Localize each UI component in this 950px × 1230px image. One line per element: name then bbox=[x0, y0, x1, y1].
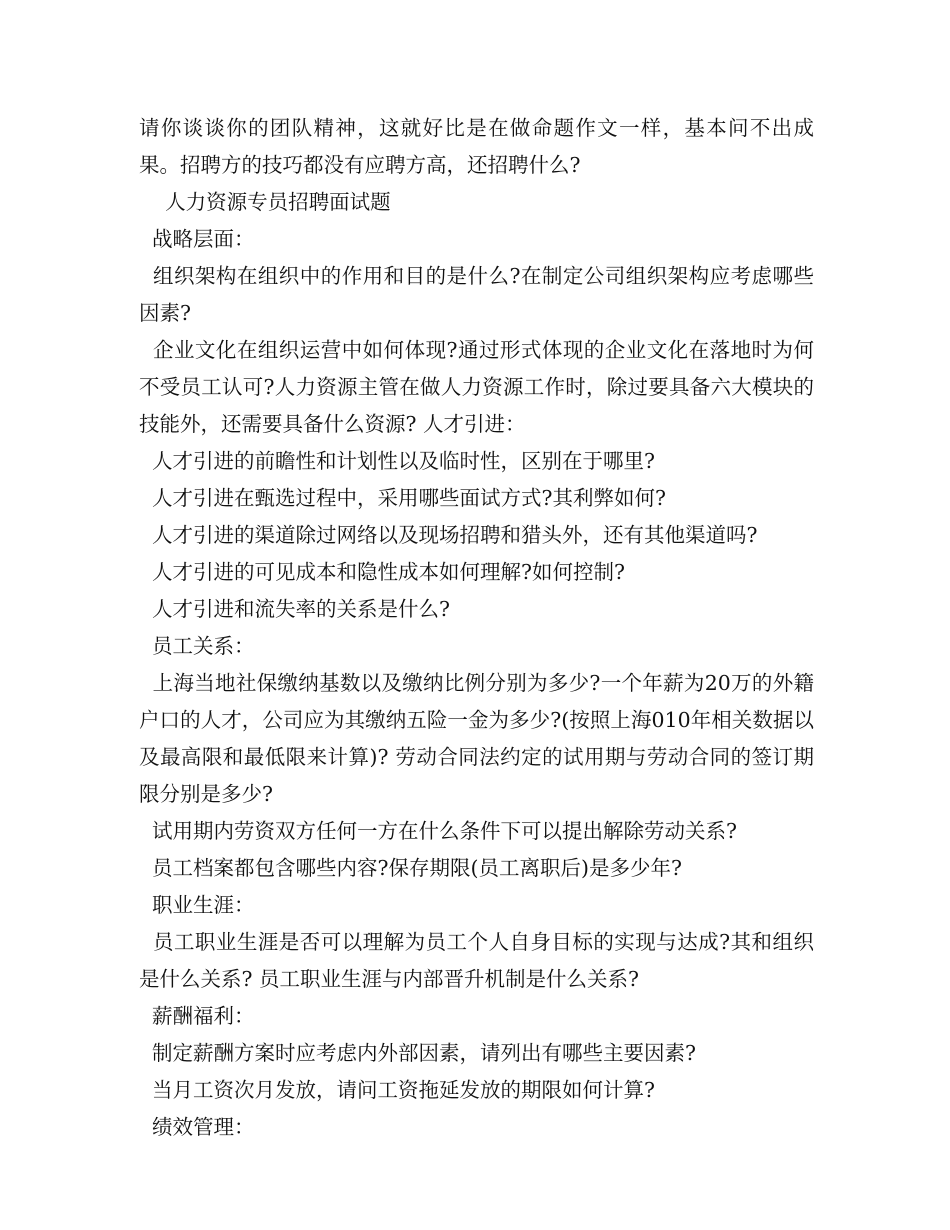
heading-strategy: 战略层面： bbox=[139, 227, 255, 251]
question-talent-foresight: 人才引进的前瞻性和计划性以及临时性，区别在于哪里? bbox=[139, 449, 656, 473]
question-corporate-culture: 企业文化在组织运营中如何体现?通过形式体现的企业文化在落地时为何不受员工认可?人力资源主管在做人力资源工作时，除过要具备六大模块的技能外，还需要具备什么资源? 人才引进： bbox=[139, 338, 814, 436]
question-career-goals: 员工职业生涯是否可以理解为员工个人自身目标的实现与达成?其和组织是什么关系? 员工职业生涯与内部晋升机制是什么关系? bbox=[139, 930, 814, 991]
question-talent-turnover: 人才引进和流失率的关系是什么? bbox=[139, 597, 451, 621]
section-title-hr-interview: 人力资源专员招聘面试题 bbox=[139, 190, 391, 214]
question-org-structure: 组织架构在组织中的作用和目的是什么?在制定公司组织架构应考虑哪些因素? bbox=[139, 264, 814, 325]
question-talent-interview-methods: 人才引进在甄选过程中，采用哪些面试方式?其利弊如何? bbox=[139, 486, 667, 510]
question-pay-factors: 制定薪酬方案时应考虑内外部因素，请列出有哪些主要因素? bbox=[139, 1041, 697, 1065]
heading-performance: 绩效管理： bbox=[139, 1115, 255, 1139]
heading-employee-relations: 员工关系： bbox=[139, 634, 255, 658]
question-employee-records: 员工档案都包含哪些内容?保存期限(员工离职后)是多少年? bbox=[139, 856, 683, 880]
question-social-insurance: 上海当地社保缴纳基数以及缴纳比例分别为多少?一个年薪为20万的外籍户口的人才，公司应为其缴纳五险一金为多少?(按照上海010年相关数据以及最高限和最低限来计算)? 劳动合同法约定的试用期与劳动合同的签订期限分别是多少? bbox=[139, 671, 814, 806]
document-body bbox=[139, 110, 814, 1146]
heading-compensation: 薪酬福利： bbox=[139, 1004, 255, 1028]
question-talent-costs: 人才引进的可见成本和隐性成本如何理解?如何控制? bbox=[139, 560, 626, 584]
question-probation-termination: 试用期内劳资双方任何一方在什么条件下可以提出解除劳动关系? bbox=[139, 819, 738, 843]
question-talent-channels: 人才引进的渠道除过网络以及现场招聘和猎头外，还有其他渠道吗? bbox=[139, 523, 758, 547]
heading-career: 职业生涯： bbox=[139, 893, 255, 917]
question-pay-delay: 当月工资次月发放，请问工资拖延发放的期限如何计算? bbox=[139, 1078, 656, 1102]
paragraph-intro-continuation: 请你谈谈你的团队精神，这就好比是在做命题作文一样，基本问不出成果。招聘方的技巧都没有应聘方高，还招聘什么? bbox=[139, 116, 814, 177]
